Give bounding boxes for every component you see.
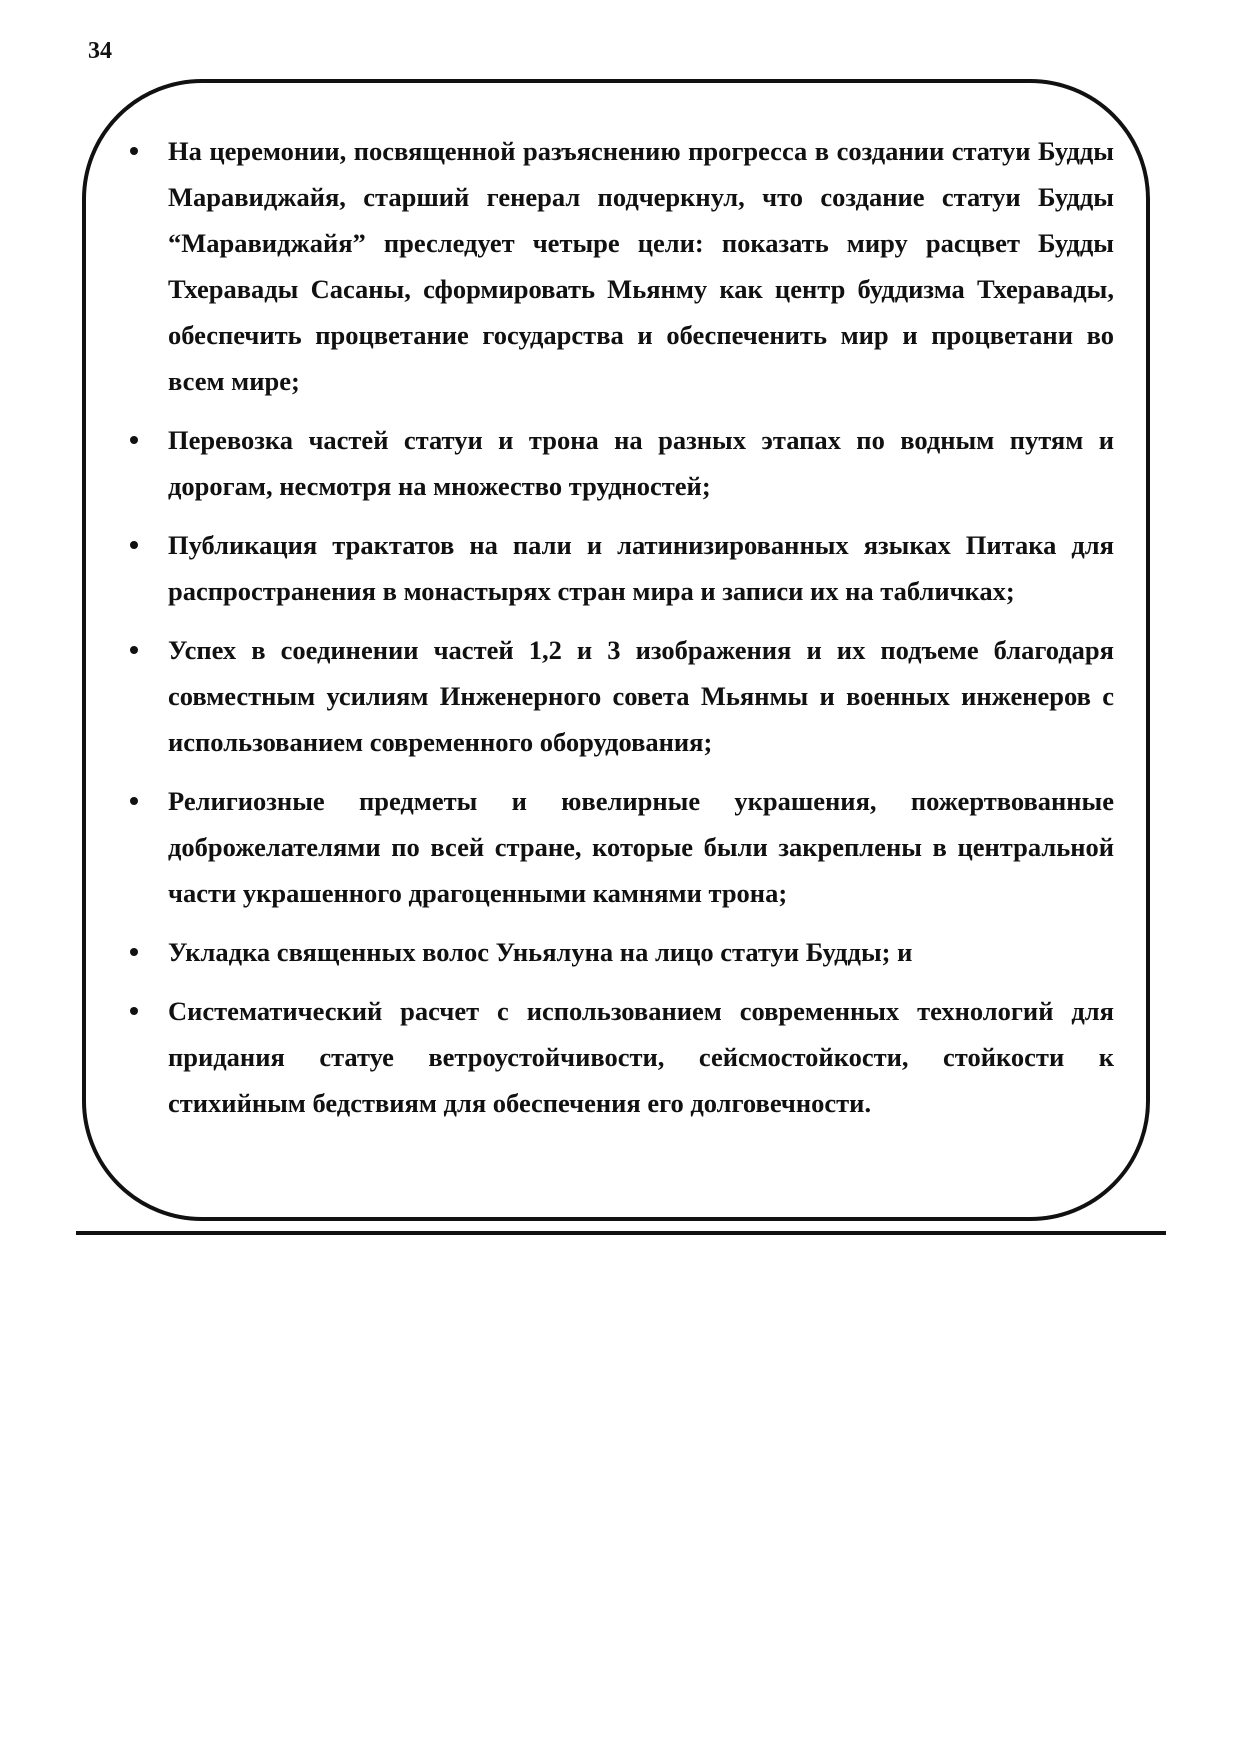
bullet-text: Религиозные предметы и ювелирные украшения, пожертвованные доброжелателями по всей стране, которые были закреплены в центральной части украшенного драгоценными камнями трона; bbox=[168, 786, 1114, 908]
bullet-dot-icon bbox=[130, 646, 138, 654]
bullet-item bbox=[122, 417, 1114, 509]
bullet-text: Укладка священных волос Уньялуна на лицо статуи Будды; и bbox=[168, 937, 913, 967]
bullet-text: Публикация трактатов на пали и латинизированных языках Питака для распространения в монастырях стран мира и записи их на табличках; bbox=[168, 530, 1114, 606]
bullet-item bbox=[122, 778, 1114, 916]
bullet-item bbox=[122, 128, 1114, 404]
bullet-dot-icon bbox=[130, 436, 138, 444]
bullet-item bbox=[122, 627, 1114, 765]
bullet-item bbox=[122, 988, 1114, 1126]
bullet-item bbox=[122, 929, 1114, 975]
bullet-text: Успех в соединении частей 1,2 и 3 изображения и их подъеме благодаря совместным усилиям Инженерного совета Мьянмы и военных инженеров с использованием современного оборудования; bbox=[168, 635, 1114, 757]
bullet-list bbox=[122, 128, 1114, 1139]
bullet-text: Систематический расчет с использованием современных технологий для придания статуе ветроустойчивости, сейсмостойкости, стойкости к стихийным бедствиям для обеспечения его долговечности. bbox=[168, 996, 1114, 1118]
bullet-text: На церемонии, посвященной разъяснению прогресса в создании статуи Будды Маравиджайя, старший генерал подчеркнул, что создание статуи Будды “Маравиджайя” преследует четыре цели: показать миру расцвет Будды Тхеравады Сасаны, сформировать Мьянму как центр буддизма Тхеравады, обеспечить процветание государства и обеспеченить мир и процветани во всем мире; bbox=[168, 136, 1114, 396]
bullet-dot-icon bbox=[130, 147, 138, 155]
bullet-text: Перевозка частей статуи и трона на разных этапах по водным путям и дорогам, несмотря на множество трудностей; bbox=[168, 425, 1114, 501]
bullet-dot-icon bbox=[130, 541, 138, 549]
bullet-dot-icon bbox=[130, 948, 138, 956]
page-number: 34 bbox=[88, 38, 112, 64]
bullet-item bbox=[122, 522, 1114, 614]
bullet-dot-icon bbox=[130, 797, 138, 805]
bottom-rule-divider bbox=[76, 1231, 1166, 1235]
bullet-dot-icon bbox=[130, 1007, 138, 1015]
